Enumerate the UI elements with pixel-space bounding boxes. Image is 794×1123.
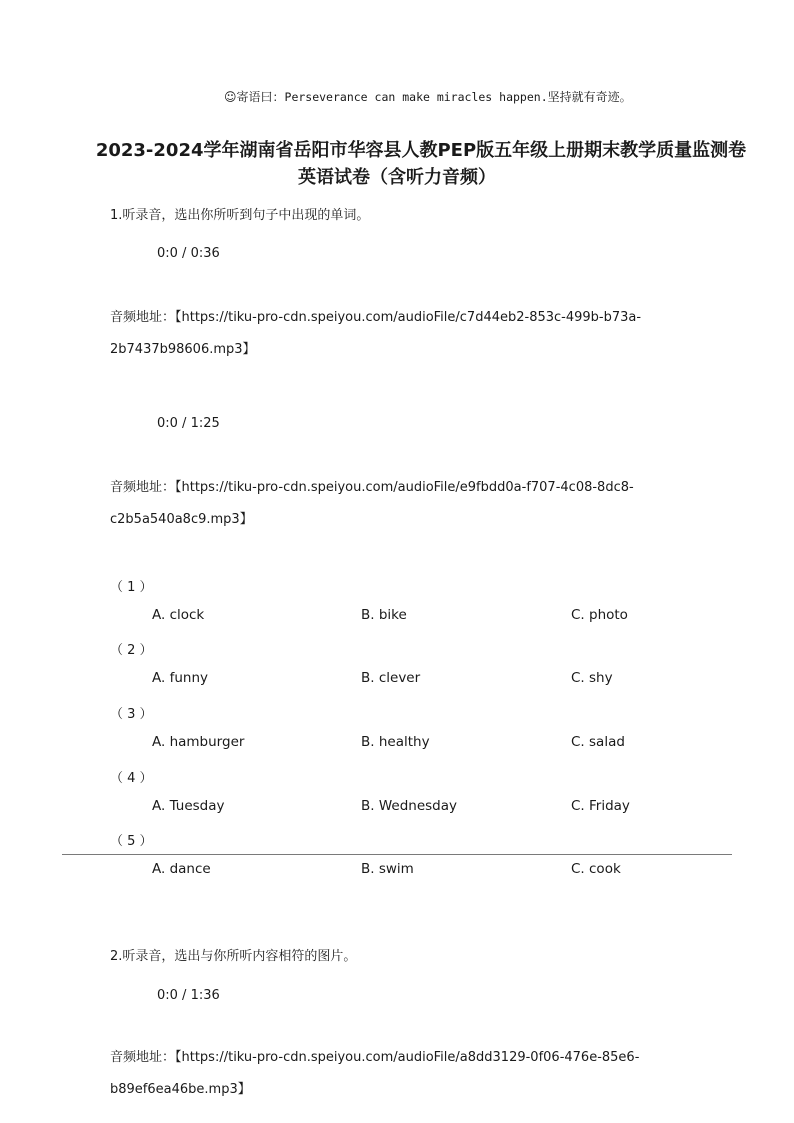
audio-url-2 <box>110 472 634 536</box>
audio-url-2-line2: c2b5a540a8c9.mp3】 <box>110 512 253 527</box>
audio-url-3 <box>110 1042 639 1106</box>
audio-url-3-line1: 音频地址：【https://tiku-pro-cdn.speiyou.com/audioFile/a8dd3129-0f06-476e-85e6- <box>110 1050 640 1065</box>
item-3-option-c[interactable]: C. salad <box>571 734 625 750</box>
item-5-option-b[interactable]: B. swim <box>361 861 414 877</box>
page-title: 2023-2024学年湖南省岳阳市华容县人教PEP版五年级上册期末教学质量监测卷 <box>95 140 747 161</box>
audio-url-3-line2: b89ef6ea46be.mp3】 <box>110 1082 251 1097</box>
motto-prefix: ☺寄语曰： <box>224 90 285 104</box>
audio-player-2[interactable]: 0:0 / 1:25 <box>157 416 220 431</box>
header-motto <box>224 88 632 105</box>
audio-url-1-line1: 音频地址：【https://tiku-pro-cdn.speiyou.com/audioFile/c7d44eb2-853c-499b-b73a- <box>110 310 642 325</box>
audio-url-1-line2: 2b7437b98606.mp3】 <box>110 342 256 357</box>
item-5-option-a[interactable]: A. dance <box>152 861 211 877</box>
item-4-option-a[interactable]: A. Tuesday <box>152 798 225 814</box>
audio-player-3[interactable]: 0:0 / 1:36 <box>157 988 220 1003</box>
item-2-option-b[interactable]: B. clever <box>361 670 421 686</box>
item-1-option-b[interactable]: B. bike <box>361 607 407 623</box>
audio-url-2-line1: 音频地址：【https://tiku-pro-cdn.speiyou.com/audioFile/e9fbdd0a-f707-4c08-8dc8- <box>110 480 634 495</box>
item-1-option-a[interactable]: A. clock <box>152 607 205 623</box>
item-2-option-c[interactable]: C. shy <box>571 670 613 686</box>
item-4-option-c[interactable]: C. Friday <box>571 798 630 814</box>
item-1-option-c[interactable]: C. photo <box>571 607 628 623</box>
question-2-stem: 2.听录音，选出与你所听内容相符的图片。 <box>110 949 357 964</box>
item-4-number: （ 4 ） <box>110 771 153 786</box>
motto-chinese: 坚持就有奇迹。 <box>547 90 632 104</box>
audio-url-1 <box>110 302 641 366</box>
question-1-stem: 1.听录音，选出你所听到句子中出现的单词。 <box>110 208 370 223</box>
item-3-option-b[interactable]: B. healthy <box>361 734 430 750</box>
item-1-number: （ 1 ） <box>110 580 153 595</box>
audio-player-1[interactable]: 0:0 / 0:36 <box>157 246 220 261</box>
item-3-number: （ 3 ） <box>110 707 153 722</box>
page-subtitle: 英语试卷（含听力音频） <box>298 167 496 188</box>
item-3-option-a[interactable]: A. hamburger <box>152 734 245 750</box>
page-divider <box>62 854 732 855</box>
motto-english: Perseverance can make miracles happen. <box>284 90 548 104</box>
item-2-option-a[interactable]: A. funny <box>152 670 208 686</box>
item-5-option-c[interactable]: C. cook <box>571 861 621 877</box>
item-2-number: （ 2 ） <box>110 643 153 658</box>
item-4-option-b[interactable]: B. Wednesday <box>361 798 458 814</box>
item-5-number: （ 5 ） <box>110 834 153 849</box>
